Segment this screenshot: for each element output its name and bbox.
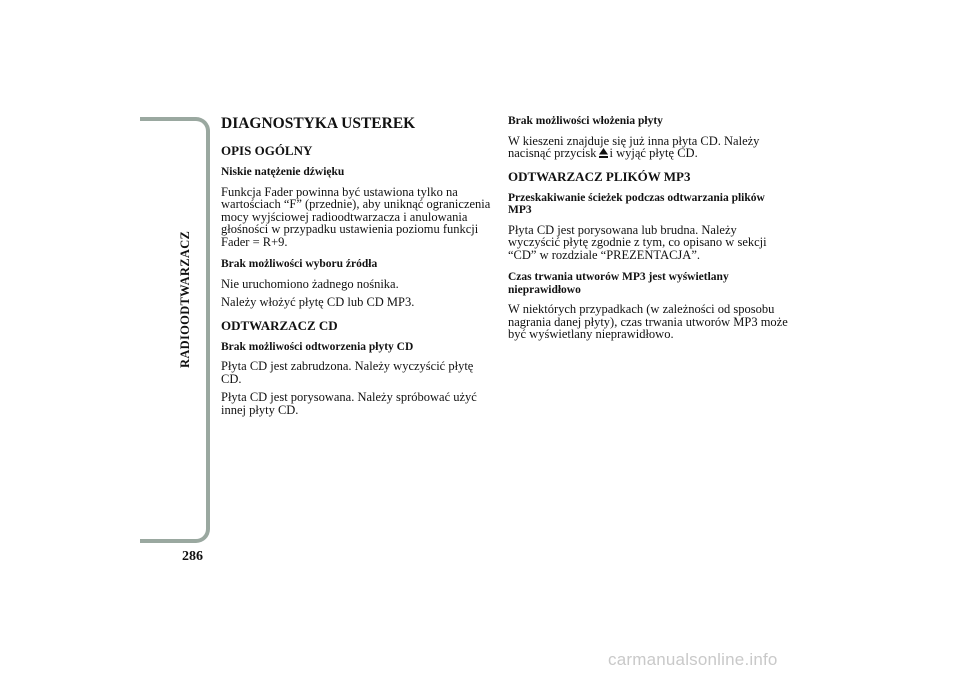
issue-text-source-select-2: Należy włożyć płytę CD lub CD MP3. bbox=[221, 295, 415, 309]
issue-heading-track-skip: Przeskakiwanie ścieżek podczas odtwarzania plików MP3 bbox=[508, 191, 765, 216]
chapter-label: RADIOODTWARZACZ bbox=[178, 230, 192, 368]
section-heading-mp3-player: ODTWARZACZ PLIKÓW MP3 bbox=[508, 168, 691, 184]
eject-icon bbox=[599, 148, 608, 158]
issue-text-track-duration: W niektórych przypadkach (w zależności od sposobu nagrania danej płyty), czas trwania utworów MP3 może być wyświetlany nieprawidłowo. bbox=[508, 302, 788, 341]
issue-heading-cd-playback: Brak możliwości odtworzenia płyty CD bbox=[221, 340, 414, 353]
issue-text-source-select-1: Nie uruchomiono żadnego nośnika. bbox=[221, 276, 399, 291]
issue-text-cd-insert-b: i wyjąć płytę CD. bbox=[609, 146, 698, 160]
page-number: 286 bbox=[182, 549, 203, 564]
issue-heading-source-select: Brak możliwości wyboru źródła bbox=[221, 258, 378, 270]
issue-heading-low-volume: Niskie natężenie dźwięku bbox=[221, 166, 345, 178]
issue-text-cd-playback-2: Płyta CD jest porysowana. Należy spróbować użyć innej płyty CD. bbox=[221, 390, 477, 417]
issue-text-cd-playback-1: Płyta CD jest zabrudzona. Należy wyczyścić płytę CD. bbox=[221, 359, 474, 386]
issue-text-cd-insert-a: W kieszeni znajduje się już inna płyta CD. Należy nacisnąć przycisk bbox=[508, 133, 760, 160]
issue-text-low-volume: Funkcja Fader powinna być ustawiona tylko na wartościach “F” (przednie), aby uniknąć ograniczenia mocy wyjściowej radioodtwarzacza i anulowania głośności w przypadku ustawienia poziomu funkcji Fader = R+9. bbox=[221, 184, 491, 249]
right-column bbox=[508, 115, 788, 347]
section-heading-cd-player: ODTWARZACZ CD bbox=[221, 317, 338, 333]
side-tab-frame bbox=[140, 117, 210, 543]
issue-heading-track-duration: Czas trwania utworów MP3 jest wyświetlany nieprawidłowo bbox=[508, 271, 729, 296]
left-column bbox=[221, 115, 491, 422]
watermark-text: carmanualsonline.info bbox=[608, 650, 778, 669]
issue-text-cd-insert bbox=[508, 135, 788, 160]
section-heading-general: OPIS OGÓLNY bbox=[221, 143, 313, 158]
page-title: DIAGNOSTYKA USTEREK bbox=[221, 115, 416, 132]
issue-heading-cd-insert: Brak możliwości włożenia płyty bbox=[508, 115, 663, 127]
issue-text-track-skip: Płyta CD jest porysowana lub brudna. Należy wyczyścić płytę zgodnie z tym, co opisano w sekcji “CD” w rozdziale “PREZENTACJA”. bbox=[508, 222, 767, 262]
